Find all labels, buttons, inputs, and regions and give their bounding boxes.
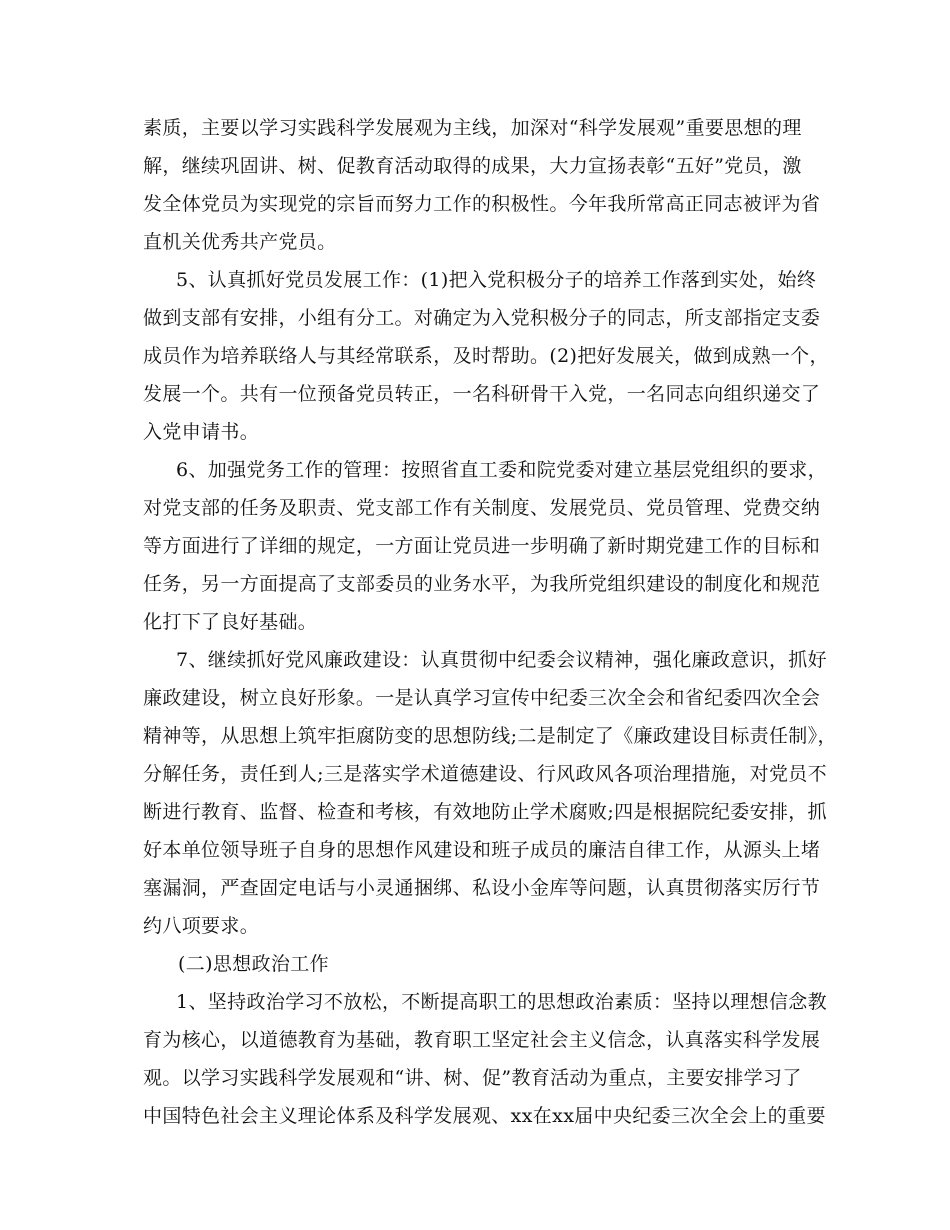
paragraph-line: 等方面进行了详细的规定，一方面让党员进一步明确了新时期党建工作的目标和	[143, 535, 821, 557]
paragraph-line: 发展一个。共有一位预备党员转正，一名科研骨干入党，一名同志向组织递交了	[143, 383, 821, 405]
paragraph-line: 发全体党员为实现党的宗旨而努力工作的积极性。今年我所常高正同志被评为省	[143, 193, 821, 215]
paragraph-line: 直机关优秀共产党员。	[143, 231, 337, 253]
paragraph-line: 中国特色社会主义理论体系及科学发展观、xx在xx届中央纪委三次全会上的重要	[143, 1105, 826, 1127]
paragraph-line: 断进行教育、监督、检查和考核，有效地防止学术腐败;四是根据院纪委安排，抓	[143, 801, 828, 823]
paragraph-line: 任务，另一方面提高了支部委员的业务水平，为我所党组织建设的制度化和规范	[143, 573, 821, 595]
paragraph-line: 成员作为培养联络人与其经常联系，及时帮助。(2)把好发展关，做到成熟一个，	[143, 345, 829, 367]
paragraph-line: 入党申请书。	[143, 421, 260, 443]
paragraph-line: 素质，主要以学习实践科学发展观为主线，加深对“科学发展观”重要思想的理	[143, 117, 802, 139]
paragraph-line: 1、坚持政治学习不放松，不断提高职工的思想政治素质：坚持以理想信念教	[176, 991, 827, 1013]
paragraph-line: 化打下了良好基础。	[143, 611, 318, 633]
section-heading: (二)思想政治工作	[178, 953, 329, 975]
paragraph-line: 育为核心，以道德教育为基础，教育职工坚定社会主义信念，认真落实科学发展	[143, 1029, 821, 1051]
paragraph-line: 观。以学习实践科学发展观和“讲、树、促”教育活动为重点，主要安排学习了	[143, 1067, 802, 1089]
paragraph-line: 分解任务，责任到人;三是落实学术道德建设、行风政风各项治理措施，对党员不	[143, 763, 828, 785]
paragraph-line: 廉政建设，树立良好形象。一是认真学习宣传中纪委三次全会和省纪委四次全会	[143, 687, 821, 709]
paragraph-line: 解，继续巩固讲、树、促教育活动取得的成果，大力宣扬表彰“五好”党员，激	[143, 155, 802, 177]
paragraph-line: 好本单位领导班子自身的思想作风建设和班子成员的廉洁自律工作，从源头上堵	[143, 839, 821, 861]
paragraph-line: 6、加强党务工作的管理：按照省直工委和院党委对建立基层党组织的要求，	[176, 459, 827, 481]
paragraph-line: 精神等，从思想上筑牢拒腐防变的思想防线;二是制定了《廉政建设目标责任制》，	[143, 725, 837, 747]
paragraph-line: 7、继续抓好党风廉政建设：认真贯彻中纪委会议精神，强化廉政意识，抓好	[176, 649, 827, 671]
paragraph-line: 对党支部的任务及职责、党支部工作有关制度、发展党员、党员管理、党费交纳	[143, 497, 821, 519]
paragraph-line: 5、认真抓好党员发展工作：(1)把入党积极分子的培养工作落到实处，始终	[176, 269, 817, 291]
paragraph-line: 约八项要求。	[143, 915, 260, 937]
paragraph-line: 塞漏洞，严查固定电话与小灵通捆绑、私设小金库等问题，认真贯彻落实厉行节	[143, 877, 821, 899]
paragraph-line: 做到支部有安排，小组有分工。对确定为入党积极分子的同志，所支部指定支委	[143, 307, 821, 329]
